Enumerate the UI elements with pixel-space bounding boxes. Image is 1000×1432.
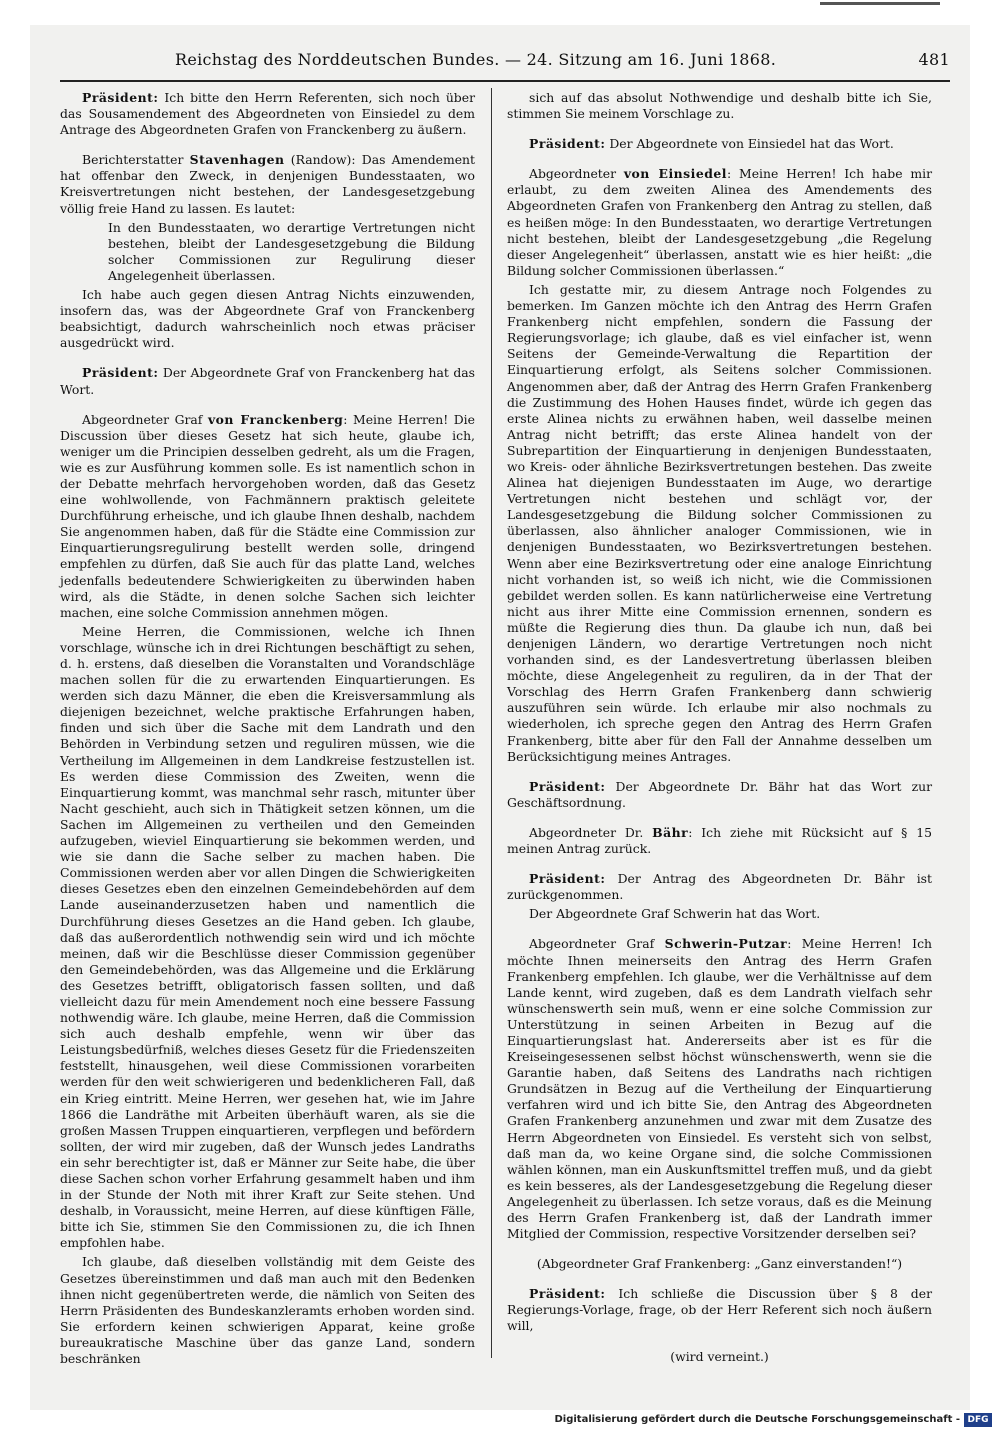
paragraph [60,1254,475,1367]
footer [0,1410,1000,1432]
speaker-role: Abgeordneter [529,166,624,182]
quoted-text: In den Bundesstaaten, wo derartige Vertretungen nicht bestehen, bleibt der Landesgesetzgebung die Bildung solcher Commissionen zur Regulirung dieser Angelegenheit überlassen. [108,219,475,283]
speaker-name: Präsident: [529,871,606,887]
paragraph [507,871,932,903]
paragraph [60,152,475,216]
paragraph [60,365,475,397]
paragraph [60,90,475,138]
paragraph [507,906,932,922]
page-number: 481 [918,50,950,69]
paragraph [507,1349,932,1365]
speaker-name: von Einsiedel [623,166,728,182]
speech-text: : Meine Herren! Ich möchte Ihnen meinerseits den Antrag des Herrn Grafen Frankenberg empfehlen. Ich glaube, wer die Verhältnisse auf dem Lande kennt, wird zugeben, daß es dem Landrath vielfach sehr wünschenswerth sein muß, wenn er eine solche Commission zur Unterstützung in seinen Arbeiten in Bezug auf die Einquartierungslast hat. Andererseits aber ist es für die Kreiseingesessenen selbst höchst wünschenswerth, wenn sie die Garantie haben, daß Seitens des Landraths nach richtigen Grundsätzen in Bezug auf die Vertheilung der Einquartierung verfahren wird und ich bitte Sie, den Antrag des Abgeordneten Grafen Frankenberg anzunehmen und zwar mit dem Zusatze des Herrn Abgeordneten von Einsiedel. Es versteht sich von selbst, daß man da, wo keine Organe sind, die solche Commissionen wählen können, man ein Auskunftsmittel treffen muß, und da giebt es kein besseres, als der Landesgesetzgebung die Regelung dieser Angelegenheit zu überlassen. Ich setze voraus, daß es die Meinung des Herrn Grafen Frankenberg ist, daß der Landrath immer Mitglied der Commission, respective Vorsitzender derselben sei? [507,936,932,1242]
speech-text: Der Abgeordnete Dr. Bähr hat das Wort zur Geschäftsordnung. [507,778,932,810]
paragraph [507,1286,932,1334]
speech-text: Ich bitte den Herrn Referenten, sich noch über das Sousamendement des Abgeordneten von Einsiedel zu dem Antrage des Abgeordneten Grafen von Franckenberg zu äußern. [60,90,475,138]
speech-text: (Randow): Das Amendement hat offenbar den Zweck, in denjenigen Bundesstaaten, wo Kreisvertretungen nicht bestehen, der Landesgesetzgebung völlig freie Hand zu lassen. Es lautet: [60,152,475,216]
speech-text: : Meine Herren! Ich habe mir erlaubt, zu dem zweiten Alinea des Amendements des Abgeordneten Grafen von Frankenberg den Antrag zu stellen, daß es heißen möge: In den Bundesstaaten, wo derartige Vertretungen nicht bestehen, bleibt der Landesgesetzgebung „die Regelung dieser Angelegenheit“ überlassen, anstatt wie es hier heißt: „die Bildung solcher Commissionen überlassen.“ [507,166,932,278]
left-column [60,90,475,1370]
paragraph [60,287,475,351]
paragraph [507,136,932,152]
speech-text: Der Abgeordnete von Einsiedel hat das Wort. [605,136,894,152]
scan-edge-mark [820,2,940,5]
column-divider [491,88,492,1358]
speaker-role: Abgeordneter Graf [82,411,208,427]
speech-text: Ich gestatte mir, zu diesem Antrage noch Folgendes zu bemerken. Im Ganzen möchte ich den Antrag des Herrn Grafen Frankenberg nicht empfehlen, sondern die Fassung der Regierungsvorlage; ich glaube, daß es viel einfacher ist, wenn Seitens der Gemeinde-Verwaltung die Repartition der Einquartierung erfolgt, als Seitens solcher Commissionen. Angenommen aber, daß der Antrag des Herrn Grafen Frankenberg die Zustimmung des Hohen Hauses findet, würde ich gegen das erste Alinea nichts zu erwähnen haben, weil dasselbe meinen Antrag nicht betrifft; das erste Alinea handelt von der Subrepartition der Einquartierung in denjenigen Bundesstaaten, wo Kreis- oder ähnliche Bezirksvertretungen bestehen. Das zweite Alinea hat diejenigen Bundesstaaten im Auge, wo derartige Vertretungen nicht bestehen und schlägt vor, der Landesgesetzgebung die Bildung solcher Commissionen zu überlassen, also ähnlicher analoger Commissionen, wie in denjenigen Bundesstaaten, wo Bezirksvertretungen bestehen. Wenn aber eine Bezirksvertretung oder eine analoge Einrichtung nicht vorhanden ist, so weiß ich nicht, wie die Commissionen gebildet werden sollen. Es kann natürlicherweise eine Vertretung nicht aus ihrer Mitte eine Commission ernennen, sondern es müßte die Regierung dies thun. Da glaube ich nun, daß bei denjenigen Ländern, wo derartige Vertretungen noch nicht vorhanden sind, es der Landesvertretung überlassen bleiben möchte, diese Angelegenheit zu reguliren, da in der That der Vorschlag des Herrn Grafen Frankenberg dann schwierig auszuführen sein würde. Ich erlaube mir also nochmals zu wiederholen, ich spreche gegen den Antrag des Herrn Grafen Frankenberg, bitte aber für den Fall der Annahme desselben um Berücksichtigung meines Antrages. [507,281,932,764]
funding-note: Digitalisierung gefördert durch die Deutsche Forschungsgemeinschaft - [554,1414,960,1425]
paragraph [507,166,932,279]
header-rule [60,80,950,82]
speaker-role: Abgeordneter Graf [529,936,665,952]
speech-text: Der Abgeordnete Graf Schwerin hat das Wort. [529,906,821,922]
speech-text: sich auf das absolut Nothwendige und deshalb bitte ich Sie, stimmen Sie meinem Vorschlage zu. [507,90,932,122]
speaker-name: Präsident: [529,778,606,794]
speech-text: Ich habe auch gegen diesen Antrag Nichts einzuwenden, insofern das, was der Abgeordnete Graf von Franckenberg beabsichtigt, dadurch wahrscheinlich noch etwas präciser ausgedrückt wird. [60,287,475,351]
right-column [507,90,932,1368]
speech-text: Der Abgeordnete Graf von Franckenberg hat das Wort. [60,365,475,397]
paragraph [507,90,932,122]
speaker-name: Präsident: [529,1286,606,1302]
speech-text: : Ich ziehe mit Rücksicht auf § 15 meinen Antrag zurück. [507,824,932,857]
speaker-name: von Franckenberg [207,411,344,427]
dfg-logo: DFG [964,1413,992,1427]
stage-note: (Abgeordneter Graf Frankenberg: „Ganz einverstanden!“) [536,1256,903,1272]
page-header [175,50,950,72]
speaker-name: Schwerin-Putzar [664,936,788,952]
paragraph [507,825,932,857]
speaker-role: Abgeordneter Dr. [529,824,653,840]
paragraph [60,412,475,621]
speaker-name: Präsident: [82,90,159,105]
speech-text: : Meine Herren! Die Discussion über dieses Gesetz hat sich heute, glaube ich, weniger um die Principien desselben gedreht, als um die Fragen, wie es zur Ausführung kommen solle. Es ist namentlich schon in der Debatte mehrfach hervorgehoben worden, daß das Gesetz eine wohlwollende, von Fachmännern praktisch geleitete Durchführung erheische, und ich glaube Ihnen deshalb, nachdem Sie angenommen haben, daß für die Städte eine Commission zur Einquartierungsregulirung bestellt werden solle, dringend empfehlen zu dürfen, daß Sie auch für das platte Land, welches jedenfalls bedeutendere Schwierigkeiten zu überwinden haben wird, als die Städte, in denen solche Sachen sich leichter machen, eine solche Commission annehmen mögen. [60,411,475,620]
speech-text: Ich schließe die Discussion über § 8 der Regierungs-Vorlage, frage, ob der Herr Referent sich noch äußern will, [507,1286,932,1334]
speaker-name: Bähr [652,824,689,840]
paragraph [507,1256,932,1272]
paragraph [108,220,475,284]
speech-text: Meine Herren, die Commissionen, welche ich Ihnen vorschlage, wünsche ich in drei Richtungen beschäftigt zu sehen, d. h. erstens, daß dieselben die Voranstalten und Vorandschläge machen sollen für die zu erwartenden Einquartierungen. Es werden sich dazu Männer, die eben die Kreisversammlung als diejenigen bezeichnet, welche praktische Erfahrungen haben, finden und sich über die Sache mit dem Landrath und den Behörden in Verbindung setzen und reguliren müssen, wie die Vertheilung im Allgemeinen in dem Landkreise festzustellen ist. Es werden diese Commission des Zweiten, wenn die Einquartierung kommt, was manchmal sehr rasch, mitunter über Nacht geschieht, auch sich in Thätigkeit setzen können, um die Sachen im Allgemeinen zu vertheilen und den Gemeinden aufzugeben, wieviel Einquartierung sie bekommen werden, und wie sie dann die Sache selber zu machen haben. Die Commissionen werden aber vor allen Dingen die Schwierigkeiten dieses Gesetzes eben den einzelnen Gemeindebehörden auf dem Lande auseinanderzusetzen haben und namentlich die Durchführung dieses Gesetzes an die Hand geben. Ich glaube, daß das außerordentlich nothwendig sein wird und ich möchte meinen, daß wir die Beschlüsse dieser Commission gegenüber den Gemeindebehörden, was das Allgemeine und die Erklärung des Gesetzes betrifft, obligatorisch fassen sollten, und daß vielleicht dazu für mein Amendement noch eine bessere Fassung nothwendig wäre. Ich glaube, meine Herren, daß die Commission sich auch deshalb empfehle, wenn wir über das Leistungsbedürfniß, welches dieses Gesetz für die Friedenszeiten feststellt, hinausgehen, weil diese Commissionen vorarbeiten werden für den weit schwierigeren und bedenklicheren Fall, daß ein Krieg eintritt. Meine Herren, wer gesehen hat, wie im Jahre 1866 die Landräthe mit Arbeiten überhäuft waren, als sie die großen Massen Truppen einquartieren, verpflegen und befördern sollten, der wird mir zugeben, daß der Wunsch jedes Landraths ein sehr berechtigter ist, daß er Männer zur Seite habe, die über diese Sachen schon vorher Erfahrung gesammelt haben und ihm in der Stunde der Noth mit ihrer Kraft zur Seite stehen. Und deshalb, in Voraussicht, meine Herren, auf diese künftigen Fälle, bitte ich Sie, stimmen Sie den Commissionen zu, die ich Ihnen empfohlen habe. [60,623,475,1251]
paragraph [60,624,475,1252]
paragraph [507,282,932,765]
speaker-name: Präsident: [529,136,606,152]
speech-text: Ich glaube, daß dieselben vollständig mit dem Geiste des Gesetzes übereinstimmen und daß man auch mit den Bedenken ihnen nicht gegenübertreten werde, die nämlich von Seiten des Herrn Präsidenten des Bundeskanzleramts erhoben worden sind. Sie erfordern keinen schwierigen Apparat, keine große bureaukratische Maschine über das ganze Land, sondern beschränken [60,1254,475,1367]
speaker-name: Stavenhagen [189,152,285,168]
speaker-role: Berichterstatter [82,152,190,168]
paragraph [507,779,932,811]
stage-note: (wird verneint.) [670,1348,769,1364]
speaker-name: Präsident: [82,365,159,381]
running-title: Reichstag des Norddeutschen Bundes. — 24. Sitzung am 16. Juni 1868. [175,50,777,69]
speech-text: Der Antrag des Abgeordneten Dr. Bähr ist zurückgenommen. [507,871,932,903]
paragraph [507,936,932,1242]
